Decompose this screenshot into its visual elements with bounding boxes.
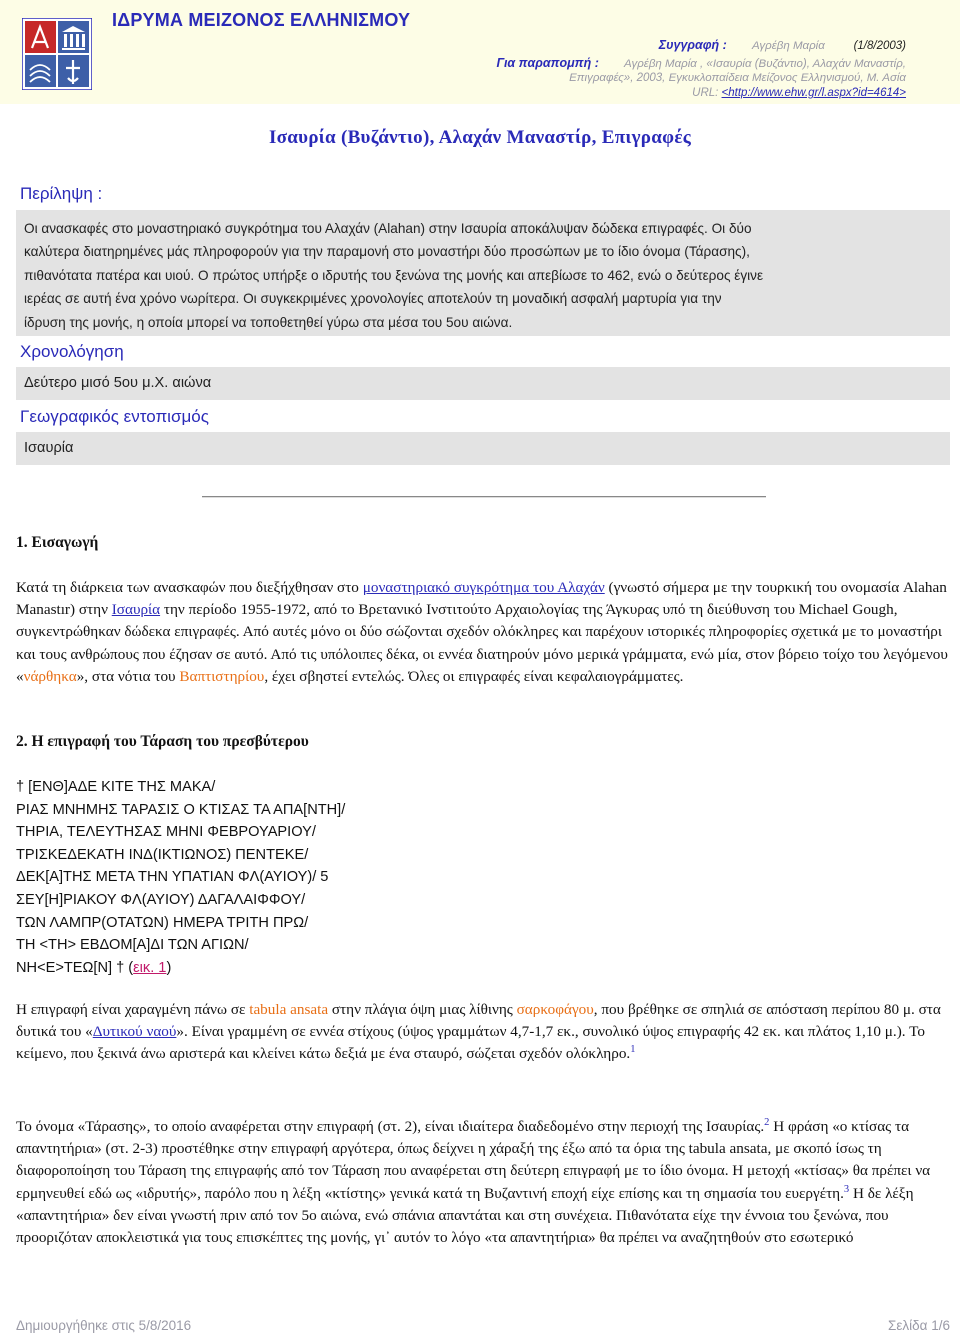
section1-paragraph [16,577,952,688]
text-run: », στα νότια του [76,667,180,685]
text-run: (γνωστό σήμερα με την τουρκική του ονομασία Alahan Manastır) στην [16,579,947,619]
foundation-logo [22,18,92,90]
chronology-box [16,367,950,400]
summary-line: ίδρυση της μονής, η οποία μπορεί να τοποθετηθεί γύρω στα μέσα του 5ου αιώνα. [24,314,513,330]
west-church-link[interactable]: Δυτικού ναού [92,1023,177,1041]
chronology-value: Δεύτερο μισό 5ου μ.Χ. αιώνα [24,375,212,391]
location-value: Ισαυρία [24,440,74,456]
location-box [16,432,950,465]
inscription-text [16,776,345,979]
author-label: Συγγραφή : [658,38,727,52]
inscription-line: † [ΕΝΘ]ΑΔΕ ΚΙΤΕ ΤΗΣ ΜΑΚΑ/ [16,779,216,795]
text-run: Το όνομα «Τάρασης», το οποίο αναφέρεται στην επιγραφή (στ. 2), είναι ιδιαίτερα διαδεδομένο στην περιοχή της Ισαυρίας. [16,1118,765,1135]
footnote-ref-3[interactable]: 3 [843,1183,850,1195]
section1-heading: 1. Εισαγωγή [16,534,99,551]
baptistery-term[interactable]: Βαπτιστηρίου [179,667,265,685]
inscription-line: ΣΕΥ[Η]ΡΙΑΚΟΥ ΦΛ(ΑΥΙΟΥ) ΔΑΓΑΛΑΙΦΦΟΥ/ [16,891,306,908]
section2-heading: 2. Η επιγραφή του Τάραση του πρεσβύτερου [16,733,309,750]
summary-box [16,210,950,336]
section2-paragraph-2 [16,1116,952,1249]
page-header [0,0,960,104]
citation-row [497,56,906,70]
text-run: Η δε λέξη «απαντητήρια» δεν είναι γνωστή πριν από τον 5ο αιώνα, ενώ σπάνια απαντάται και στη συνέχεια. Πιθανότατα είχε την έννοια του ξενώνα, που προοριζόταν αποκλειστικά για τους επισκέπτες της μονής, γι᾽ αυτόν το λόγο «τα απαντητήρια» θα πρέπει να αναζητηθούν στο εσωτερικό [16,1184,914,1247]
created-date: Δημιουργήθηκε στις 5/8/2016 [16,1318,192,1333]
figure-1-link[interactable]: εικ. 1 [133,959,167,976]
tabula-ansata-term[interactable]: tabula ansata [249,1001,329,1018]
text-run: στην πλάγια όψη μιας λίθινης [328,1001,517,1018]
divider [202,496,766,498]
narthex-term[interactable]: νάρθηκα [23,667,77,685]
citation-line2: Επιγραφές», 2003, Εγκυκλοπαίδεια Μείζονος Ελληνισμού, Μ. Ασία [569,72,906,84]
url-row [692,87,906,99]
summary-line: Οι ανασκαφές στο μοναστηριακό συγκρότημα του Αλαχάν (Alahan) στην Ισαυρία αποκάλυψαν δώδεκα επιγραφές. Οι δύο [24,221,752,236]
summary-line: ιερέας σε αυτή ένα χρόνο νωρίτερα. Οι συγκεκριμένες χρονολογίες αποτελούν τη μοναδική ασφαλή μαρτυρία για την [24,291,722,307]
section2-paragraph-1 [16,999,952,1066]
sarcophagus-term[interactable]: σαρκοφάγου [516,1001,594,1018]
page-number: Σελίδα 1/6 [888,1318,950,1333]
text-run: Κατά τη διάρκεια των ανασκαφών που διεξήχθησαν στο [16,579,363,596]
text-run: , έχει σβηστεί εντελώς. Όλες οι επιγραφές είναι κεφαλαιογράμματες. [264,667,684,685]
page-title: Ισαυρία (Βυζάντιο), Αλαχάν Μαναστίρ, Επιγραφές [268,127,692,148]
citation-line1: Αγρέβη Μαρία , «Ισαυρία (Βυζάντιο), Αλαχάν Μαναστίρ, [624,58,906,70]
citation-url-link[interactable]: <http://www.ehw.gr/l.aspx?id=4614> [721,87,906,99]
monastery-link[interactable]: μοναστηριακό συγκρότημα του Αλαχάν [362,579,605,596]
text-run: ΝΗ<Ε>ΤΕΩ[Ν] † ( [16,959,134,976]
summary-line: πιθανότατα πατέρα και υιού. Ο πρώτος υπήρξε ο ιδρυτής του ξενώνα της μονής και απεβίωσε το 462, ενώ ο δεύτερος έγινε [24,267,764,283]
chronology-heading: Χρονολόγηση [20,342,124,361]
text-run: Η φράση «ο κτίσας τα απαντητήρια» (στ. 2-3) προστέθηκε στην επιγραφή αργότερα, όπως δείχνει η χάραξή της έξω από τα όρια της tabula ansata, με σκοπό ίσως τη διαφοροποίηση του Τάραση της επιγραφής από τον Τάραση που αναφέρεται στη δεύτερη επιγραφή με το ίδιο όνομα. Η μετοχή «κτίσας» θα πρέπει να ερμηνευθεί εδώ ως «ιδρυτής», παρόλο που η λέξη «κτίστης» γενικά κατά τη Βυζαντινή εποχή είχε επίσης και τη σημασία του ευεργέτη. [16,1118,931,1202]
org-title: ΙΔΡΥΜΑ ΜΕΙΖΟΝΟΣ ΕΛΛΗΝΙΣΜΟΥ [112,10,411,30]
inscription-line: ΔΕΚ[Α]ΤΗΣ ΜΕΤΑ ΤΗΝ ΥΠΑΤΙΑΝ ΦΛ(ΑΥΙΟΥ)/ 5 [16,869,329,886]
text-run: ». Είναι γραμμένη σε εννέα στίχους (ύψος γραμμάτων 4,7-1,7 εκ., συνολικό ύψος επιγραφής 42 εκ. και πλάτος 1,10 μ.). Το κείμενο, που ξεκινά άνω αριστερά και κλείνει κάτω δεξιά με ένα σταυρό, σώζεται σχεδόν ολόκληρο. [16,1023,925,1063]
citation-label: Για παραπομπή : [496,56,599,70]
inscription-line: ΤΗ <ΤΗ> ΕΒΔΟΜ[Α]ΔΙ ΤΩΝ ΑΓΙΩΝ/ [16,937,249,954]
author-date: (1/8/2003) [853,40,906,52]
inscription-line: ΡΙΑΣ ΜΝΗΜΗΣ ΤΑΡΑΣΙΣ Ο ΚΤΙΣΑΣ ΤΑ ΑΠΑ[ΝΤΗ]/ [16,801,346,818]
location-heading: Γεωγραφικός εντοπισμός [20,407,209,426]
footnote-ref-2[interactable]: 2 [764,1116,770,1128]
summary-heading: Περίληψη : [20,184,103,203]
footnote-ref-1[interactable]: 1 [630,1044,636,1056]
isauria-link[interactable]: Ισαυρία [111,601,161,619]
text-run: , που βρέθηκε σε σπηλιά σε απόσταση περίπου 80 μ. στα δυτικά του « [16,1001,941,1041]
summary-line: καλύτερα διατηρημένες μάς πληροφορούν για την παραμονή στο μοναστήρι δύο προσώπων με το ίδιο όνομα (Τάρασης), [24,244,750,260]
text-run: Η επιγραφή είναι χαραγμένη πάνω σε [16,1001,250,1018]
text-run: την περίοδο 1955-1972, από το Βρετανικό Ινστιτούτο Αρχαιολογίας της Άγκυρας υπό τη διεύθυνση του Michael Gough, συγκεντρώθηκαν δώδεκα επιγραφές. Από αυτές μόνο οι δύο σώζονται σχεδόν ολόκληρες και παρέχουν ιστορικές πληροφορίες σχετικά με το μοναστήρι και τους ανθρώπους που έζησαν σε αυτό. Από τις υπόλοιπες δέκα, οι εννέα διατηρούν μόνο μερικά γράμματα, ενώ μία, στον βόρειο τοίχο του λεγόμενου « [16,601,948,685]
author-value: Αγρέβη Μαρία [751,40,825,52]
inscription-line: ΤΩΝ ΛΑΜΠΡ(ΟΤΑΤΩΝ) ΗΜΕΡΑ ΤΡΙΤΗ ΠΡΩ/ [16,914,309,931]
author-row [659,38,906,52]
text-run: ) [166,959,172,976]
url-label: URL: [692,87,719,99]
inscription-line: ΤΡΙΣΚΕΔΕΚΑΤΗ ΙΝΔ(ΙΚΤΙΩΝΟΣ) ΠΕΝΤΕΚΕ/ [16,846,309,863]
inscription-line: ΤΗΡΙΑ, ΤΕΛΕΥΤΗΣΑΣ ΜΗΝΙ ΦΕΒΡΟΥΑΡΙΟΥ/ [16,824,316,841]
citation-row-2 [569,72,906,84]
inscription-line [16,957,345,980]
